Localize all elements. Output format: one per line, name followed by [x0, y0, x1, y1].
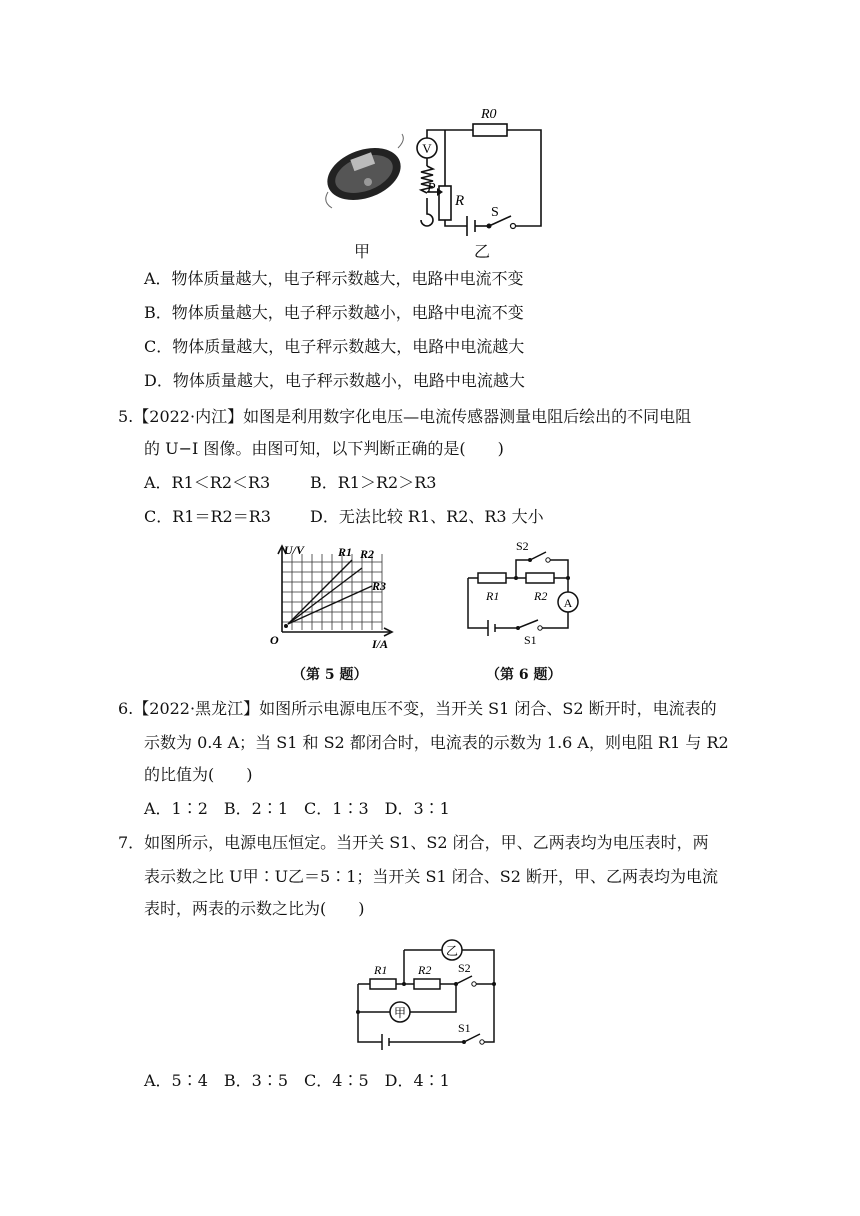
s1-label: S1 [524, 633, 537, 647]
q5-stem-line2: 的 U−I 图像。由图可知，以下判断正确的是( ) [144, 439, 504, 458]
q4-scale-image [318, 130, 410, 212]
fig-jia-label: 甲 [354, 242, 371, 261]
q5-option-c: C．R1＝R2＝R3 [144, 507, 271, 526]
q4-option-d: D．物体质量越大，电子秤示数越小，电路中电流越大 [144, 371, 525, 390]
r2-label: R2 [360, 547, 375, 561]
s-label: S [491, 205, 499, 220]
meter-yi-label: 乙 [445, 944, 459, 958]
q6-circuit-diagram [456, 536, 586, 648]
ammeter-label: A [563, 596, 573, 610]
s1-label: S1 [458, 1021, 471, 1035]
q5-ui-graph [268, 542, 398, 654]
r1-label: R1 [486, 589, 500, 603]
r-label: R [455, 193, 465, 209]
origin-label: O [270, 633, 279, 647]
r0-label: R0 [481, 107, 497, 122]
r3-label: R3 [372, 579, 387, 593]
y-axis-label: U/V [284, 543, 305, 557]
p-label: P [427, 181, 436, 196]
q5-option-b: B．R1＞R2＞R3 [310, 473, 437, 492]
meter-jia-label: 甲 [393, 1006, 407, 1020]
voltmeter-label: V [422, 141, 432, 156]
fig-yi-label: 乙 [474, 242, 491, 261]
q7-stem-line3: 表时，两表的示数之比为( ) [144, 899, 365, 918]
q6-options: A．1∶2 B．2∶1 C．1∶3 D．3∶1 [144, 799, 450, 818]
r2-label: R2 [418, 963, 432, 977]
q4-option-c: C．物体质量越大，电子秤示数越大，电路中电流越大 [144, 337, 525, 356]
r2-label: R2 [534, 589, 548, 603]
q7-options: A．5∶4 B．3∶5 C．4∶5 D．4∶1 [144, 1071, 450, 1090]
r1-label: R1 [374, 963, 388, 977]
r1-label: R1 [338, 545, 353, 559]
q5-stem-line1: 5.【2022·内江】如图是利用数字化电压—电流传感器测量电阻后绘出的不同电阻 [118, 407, 692, 426]
q5-option-a: A．R1＜R2＜R3 [144, 473, 271, 492]
q7-stem-line1: 7．如图所示，电源电压恒定。当开关 S1、S2 闭合，甲、乙两表均为电压表时，两 [118, 833, 709, 852]
q4-option-b: B．物体质量越大，电子秤示数越小，电路中电流不变 [144, 303, 524, 322]
q4-option-a: A．物体质量越大，电子秤示数越大，电路中电流不变 [144, 269, 524, 288]
q7-circuit-diagram [352, 936, 502, 1052]
q6-stem-line3: 的比值为( ) [144, 765, 253, 784]
s2-label: S2 [516, 539, 529, 553]
q5-option-d: D．无法比较 R1、R2、R3 大小 [310, 507, 544, 526]
q5-caption: （第 5 题） [292, 667, 368, 683]
q6-stem-line1: 6.【2022·黑龙江】如图所示电源电压不变，当开关 S1 闭合、S2 断开时，电流表的 [118, 699, 717, 718]
q7-stem-line2: 表示数之比 U甲∶U乙＝5∶1；当开关 S1 闭合、S2 断开，甲、乙两表均为电流 [144, 867, 718, 886]
q6-caption: （第 6 题） [486, 667, 562, 683]
x-axis-label: I/A [372, 637, 389, 651]
s2-label: S2 [458, 961, 471, 975]
q6-stem-line2: 示数为 0.4 A；当 S1 和 S2 都闭合时，电流表的示数为 1.6 A，则电阻 R1 与 R2 [144, 733, 729, 752]
q4-circuit-diagram [405, 100, 555, 260]
